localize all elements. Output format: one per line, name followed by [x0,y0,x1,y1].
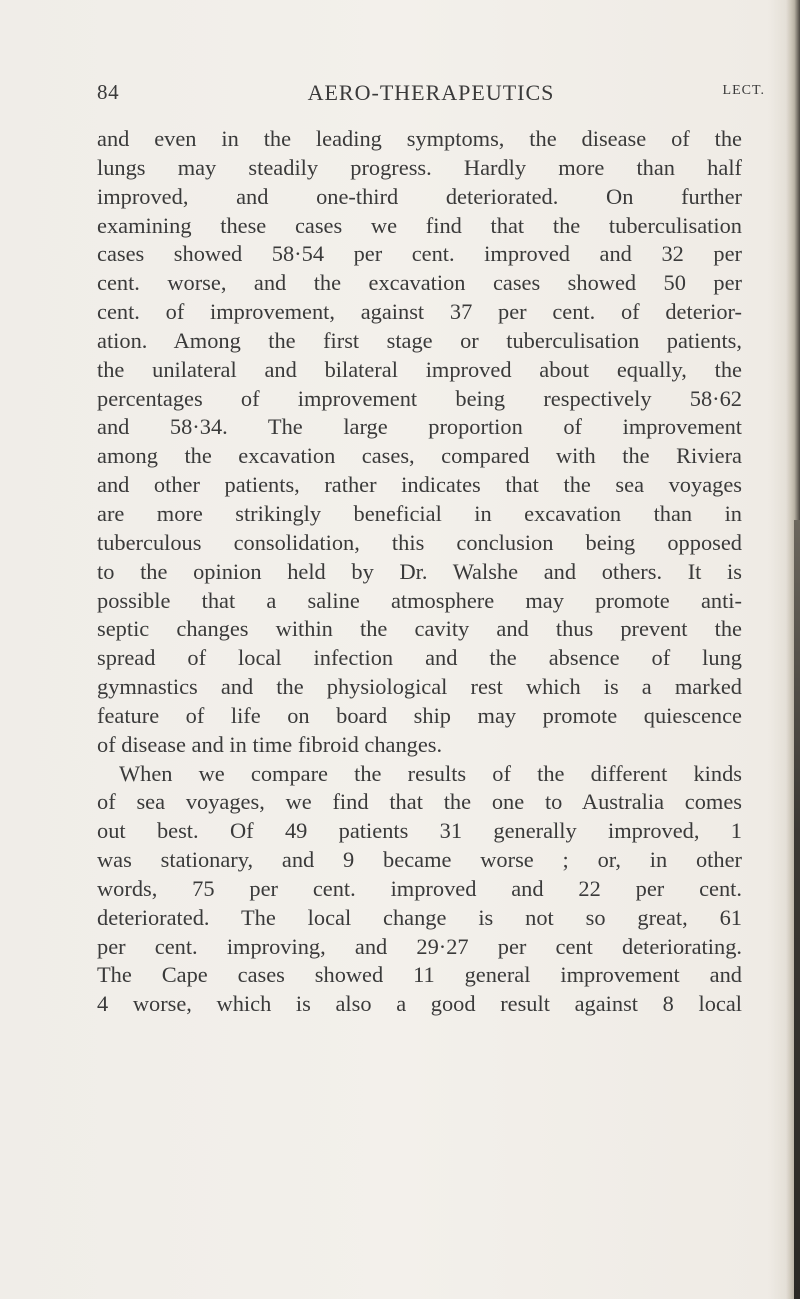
text-line: cent. worse, and the excavation cases showed 50 per [97,270,742,296]
section-mark: LECT. [722,83,765,98]
text-line: the unilateral and bilateral improved about equally, the [97,356,742,382]
running-title: AERO-THERAPEUTICS [307,80,555,105]
text-line: out best. Of 49 patients 31 generally improved, 1 [97,818,742,844]
text-line: spread of local infection and the absence of lung [97,645,742,671]
text-line: per cent. improving, and 29·27 per cent deteriorating. [97,933,742,959]
text-line: feature of life on board ship may promote quiescence [97,702,742,728]
text-line: and 58·34. The large proportion of improvement [97,414,742,440]
text-line: lungs may steadily progress. Hardly more than half [97,154,742,180]
text-line: cent. of improvement, against 37 per cent. of deterior- [97,299,742,325]
page-header [97,80,765,110]
text-line: The Cape cases showed 11 general improvement and [97,962,742,988]
text-line: of disease and in time fibroid changes. [97,731,443,757]
text-line: When we compare the results of the different kinds [119,760,742,786]
text-line: deteriorated. The local change is not so great, 61 [97,904,742,930]
text-line: percentages of improvement being respectively 58·62 [97,385,742,411]
text-line: improved, and one-third deteriorated. On further [97,183,742,209]
text-line: and even in the leading symptoms, the disease of the [97,126,742,151]
text-line: gymnastics and the physiological rest which is a marked [97,674,742,700]
text-line: was stationary, and 9 became worse ; or, in other [97,847,742,873]
text-line: cases showed 58·54 per cent. improved and 32 per [97,241,742,267]
text-line: to the opinion held by Dr. Walshe and others. It is [97,558,742,584]
text-line: of sea voyages, we find that the one to Australia comes [97,789,742,815]
text-line: and other patients, rather indicates that the sea voyages [97,472,742,498]
text-line: among the excavation cases, compared with the Riviera [97,443,742,469]
text-line: 4 worse, which is also a good result against 8 local [97,991,742,1017]
body-text [97,125,742,1019]
text-line: are more strikingly beneficial in excavation than in [97,500,742,526]
page-edge-binding [794,520,800,1299]
text-line: examining these cases we find that the tuberculisation [97,212,742,238]
text-line: words, 75 per cent. improved and 22 per cent. [97,875,742,901]
page-number: 84 [97,80,120,104]
text-line: septic changes within the cavity and thus prevent the [97,616,742,642]
text-line: ation. Among the first stage or tuberculisation patients, [97,327,742,353]
text-line: possible that a saline atmosphere may promote anti- [97,587,742,613]
text-line: tuberculous consolidation, this conclusion being opposed [97,529,742,555]
